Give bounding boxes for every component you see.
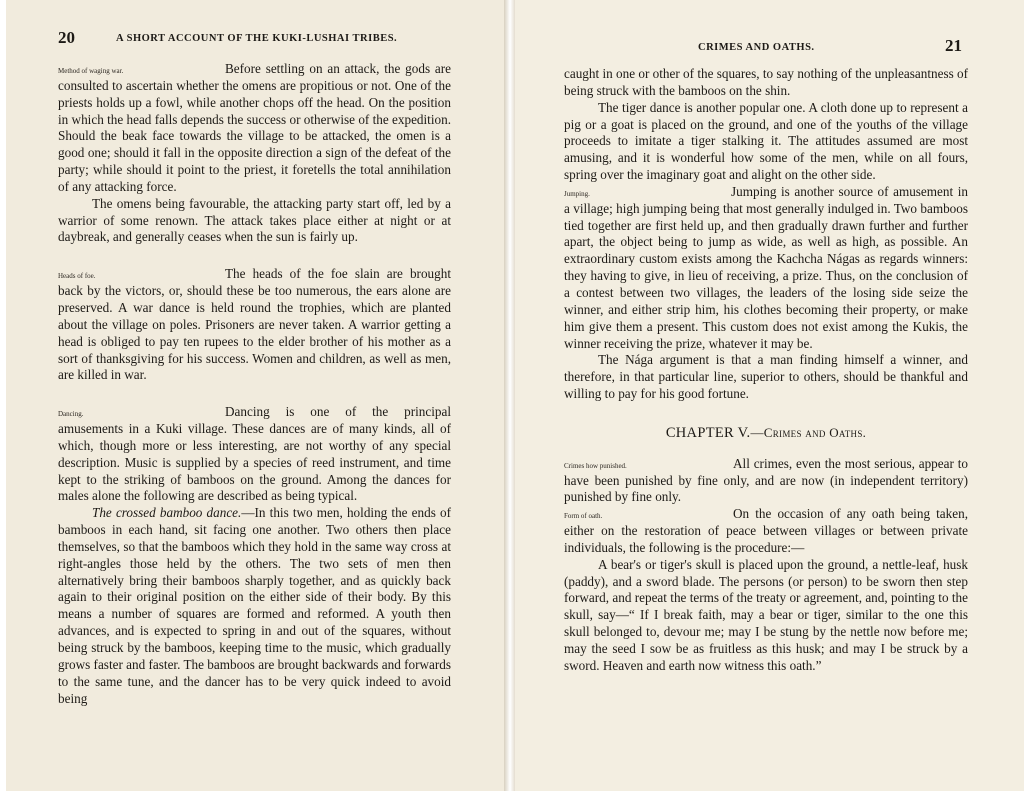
- paragraph-text: caught in one or other of the squares, to say nothing of the unpleasantness of being struck with the bamboos on the shin.: [564, 66, 968, 98]
- paragraph: [564, 100, 968, 184]
- italic-lead: The crossed bamboo dance.: [92, 505, 242, 521]
- paragraph-text: All crimes, even the most serious, appear to have been punished by fine only, and are now (in independent territory) punished by fine only.: [564, 455, 968, 505]
- paragraph: [58, 61, 451, 196]
- paragraph: [58, 505, 451, 707]
- paragraph-text: On the occasion of any oath being taken, either on the restoration of peace between villages or between private individuals, the following is the procedure:—: [564, 506, 968, 555]
- margin-note: Dancing.: [58, 410, 84, 419]
- right-page: [515, 0, 1024, 791]
- margin-note: Method of waging war.: [58, 67, 124, 75]
- paragraph: [564, 184, 968, 352]
- paragraph-text: The omens being favourable, the attacking party start off, led by a warrior of some renown. The attack takes place either at night or at daybreak, and generally ceases when the sun is fairly up.: [58, 195, 451, 245]
- body-text: [58, 61, 451, 707]
- paragraph: [564, 352, 968, 403]
- paragraph-text: The Nága argument is that a man finding himself a winner, and therefore, in that particular line, superior to others, should be thankful and willing to pay for his good fortune.: [564, 352, 968, 402]
- margin-note: Form of oath.: [564, 512, 603, 521]
- chapter-title: —Crimes and Oaths.: [750, 424, 867, 440]
- body-text: [564, 66, 968, 675]
- chapter-heading: [564, 425, 968, 442]
- margin-note: Crimes how punished.: [564, 461, 627, 470]
- paragraph: [564, 456, 968, 507]
- page-number: 20: [58, 28, 75, 47]
- margin-note: Jumping.: [564, 189, 590, 198]
- paragraph: [58, 196, 451, 247]
- margin-note: Heads of foe.: [58, 272, 96, 281]
- paragraph-text: —In this two men, holding the ends of bamboos in each hand, sit facing one another. Two others then place themselves, so that the bamboos which they hold in the same way cross at right-angles those held by the others. The two sets of men then alternatively bring their bamboos sharply together, and as quickly back again to their original position on the either side of their body. By this means a number of squares are formed and reformed. A youth then advances, and is expected to spring in and out of the squares, without being struck by the bamboos, keeping time to the music, which gradually grows faster and faster. The bamboos are brought backwards and forwards to the same tune, and the dancer has to be very quick indeed to avoid being: [58, 505, 451, 706]
- running-head: A SHORT ACCOUNT OF THE KUKI-LUSHAI TRIBES.: [116, 33, 398, 44]
- paragraph-text: The heads of the foe slain are brought back by the victors, or, should these be too numerous, the ears alone are preserved. A war dance is held round the trophies, which are planted about the village on poles. Prisoners are never taken. A warrior getting a head is obliged to pay ten rupees to the elder brother of his mother as a sort of thanksgiving for his success. Women and children, as well as men, are killed in war.: [58, 266, 451, 383]
- paragraph-text: Jumping is another source of amusement in a village; high jumping being that most generally indulged in. Two bamboos tied together are first held up, and then gradually drawn further and further apart, the object being to jump as wide, as well as high, as possible. An extraordinary custom exists among the Kachcha Nágas as regards winners: they having to give, in lieu of receiving, a prize. Thus, on the conclusion of a contest between two villages, the leaders of the losing side seize the winner, and either strip him, his clothes becoming their property, or make him give them a present. This custom does not exist among the Kukis, the winner receiving the prize, whatever it may be.: [564, 183, 968, 351]
- paragraph: [564, 506, 968, 557]
- paragraph-text: Dancing is one of the principal amusements in a Kuki village. These dances are of many kinds, all of which, though more or less interesting, are not worthy of any special description. Music is supplied by a species of reed instrument, and time kept to the striking of bamboos on the ground. Among the dances for males alone the following are described as being typical.: [58, 404, 451, 504]
- paragraph: [58, 266, 451, 384]
- paragraph-text: The tiger dance is another popular one. A cloth done up to represent a pig or a goat is placed on the ground, and one of the youths of the village proceeds to imitate a tiger stalking it. The attitudes assumed are most amusing, and it is wonderful how some of the men, while on all fours, spring over the imaginary goat and alight on the other side.: [564, 99, 968, 183]
- left-page: [6, 0, 504, 791]
- paragraph: [58, 404, 451, 505]
- page-number: 21: [945, 36, 962, 55]
- paragraph: [564, 557, 968, 675]
- chapter-number: CHAPTER V.: [665, 424, 751, 441]
- paragraph-text: A bear's or tiger's skull is placed upon the ground, a nettle-leaf, husk (paddy), and a sword blade. The persons (or person) to be sworn then step forward, and repeat the terms of the treaty or agreement, and, pointing to the skull, say—“ If I break faith, may a bear or tiger, similar to the one this skull belonged to, devour me; may I be stung by the nettle now before me; may the seed I sow be as fruitless as this husk; and may I be struck by a sword. Heaven and earth now witness this oath.”: [564, 556, 968, 673]
- paragraph: [564, 66, 968, 100]
- paragraph-text: Before settling on an attack, the gods are consulted to ascertain whether the omens are propitious or not. One of the priests holds up a fowl, while another chops off the head. On the position in which the head falls depends the success or otherwise of the expedition. Should the beak face towards the village to be attacked, the omen is a good one; should it fall in the opposite direction a sign of the defeat of the party; while should it point to the priest, it foretells the total annihilation of any attacking force.: [58, 61, 451, 194]
- book-gutter: [504, 0, 515, 791]
- running-head: CRIMES AND OATHS.: [698, 42, 815, 53]
